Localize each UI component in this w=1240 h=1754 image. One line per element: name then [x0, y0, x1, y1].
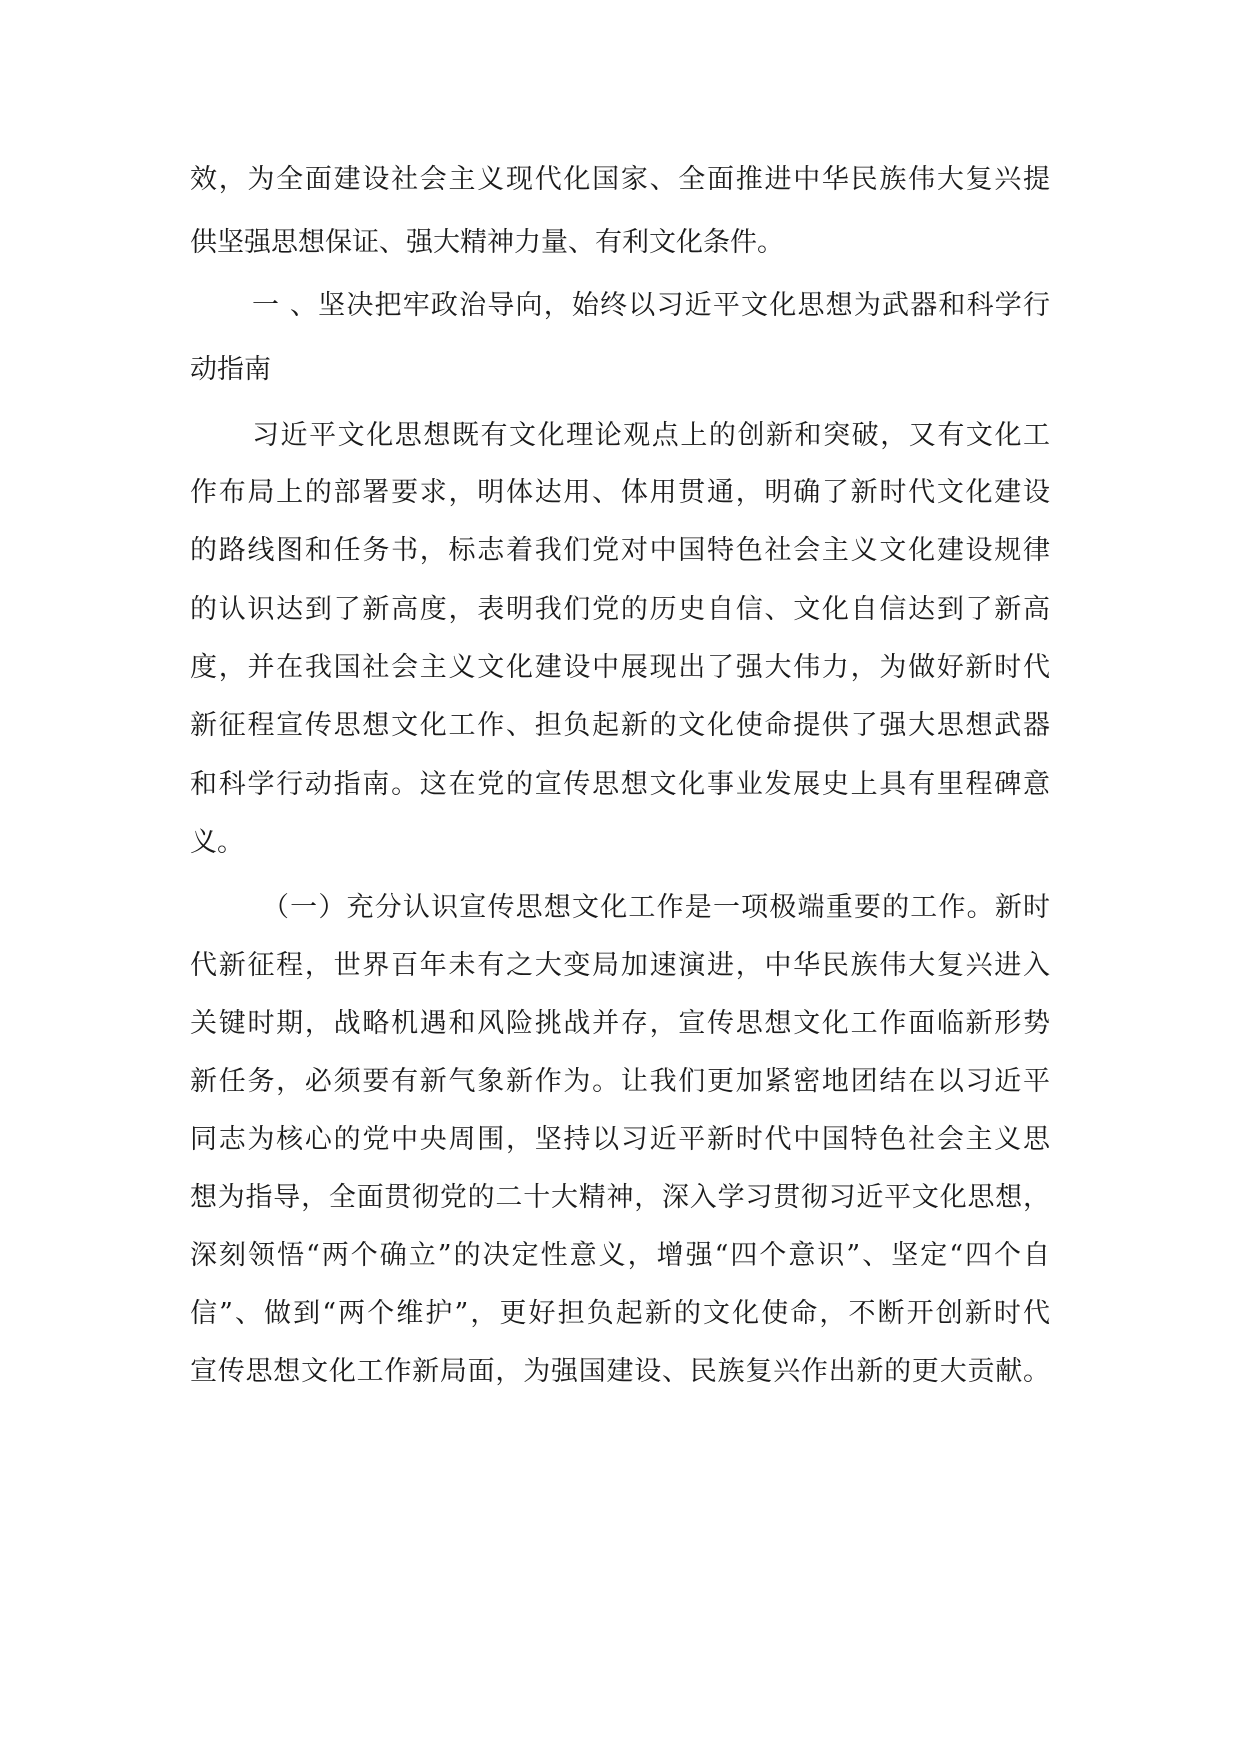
- text-line-2: 供坚强思想保证、强大精神力量、有利文化条件。: [190, 227, 784, 258]
- text-line-19: 深刻领悟“两个确立”的决定性意义，增强“四个意识”、坚定“四个自: [190, 1240, 1050, 1271]
- text-line-5: 习近平文化思想既有文化理论观点上的创新和突破，又有文化工: [252, 420, 1050, 451]
- text-line-21: 宣传思想文化工作新局面，为强国建设、民族复兴作出新的更大贡献。: [190, 1356, 1050, 1387]
- text-line-12: 义。: [190, 827, 244, 858]
- text-line-16: 新任务，必须要有新气象新作为。让我们更加紧密地团结在以习近平: [190, 1066, 1050, 1097]
- text-line-6: 作布局上的部署要求，明体达用、体用贯通，明确了新时代文化建设: [190, 477, 1050, 508]
- text-line-10: 新征程宣传思想文化工作、担负起新的文化使命提供了强大思想武器: [190, 710, 1050, 741]
- subsection-line-1: （一）充分认识宣传思想文化工作是一项极端重要的工作。新时: [262, 892, 1050, 923]
- text-line-11: 和科学行动指南。这在党的宣传思想文化事业发展史上具有里程碑意: [190, 769, 1050, 800]
- text-line-18: 想为指导，全面贯彻党的二十大精神，深入学习贯彻习近平文化思想，: [190, 1182, 1050, 1213]
- section-heading-line-2: 动指南: [190, 354, 271, 385]
- text-line-20: 信”、做到“两个维护”，更好担负起新的文化使命，不断开创新时代: [190, 1298, 1050, 1329]
- section-heading-line-1: 一 、坚决把牢政治导向，始终以习近平文化思想为武器和科学行: [252, 290, 1050, 321]
- text-line-14: 代新征程，世界百年未有之大变局加速演进，中华民族伟大复兴进入: [190, 950, 1050, 981]
- text-line-8: 的认识达到了新高度，表明我们党的历史自信、文化自信达到了新高: [190, 594, 1050, 625]
- text-line-15: 关键时期，战略机遇和风险挑战并存，宣传思想文化工作面临新形势: [190, 1008, 1050, 1039]
- text-line-17: 同志为核心的党中央周围，坚持以习近平新时代中国特色社会主义思: [190, 1124, 1050, 1155]
- text-line-1: 效，为全面建设社会主义现代化国家、全面推进中华民族伟大复兴提: [190, 164, 1050, 195]
- text-line-7: 的路线图和任务书，标志着我们党对中国特色社会主义文化建设规律: [190, 535, 1050, 566]
- text-line-9: 度，并在我国社会主义文化建设中展现出了强大伟力，为做好新时代: [190, 652, 1050, 683]
